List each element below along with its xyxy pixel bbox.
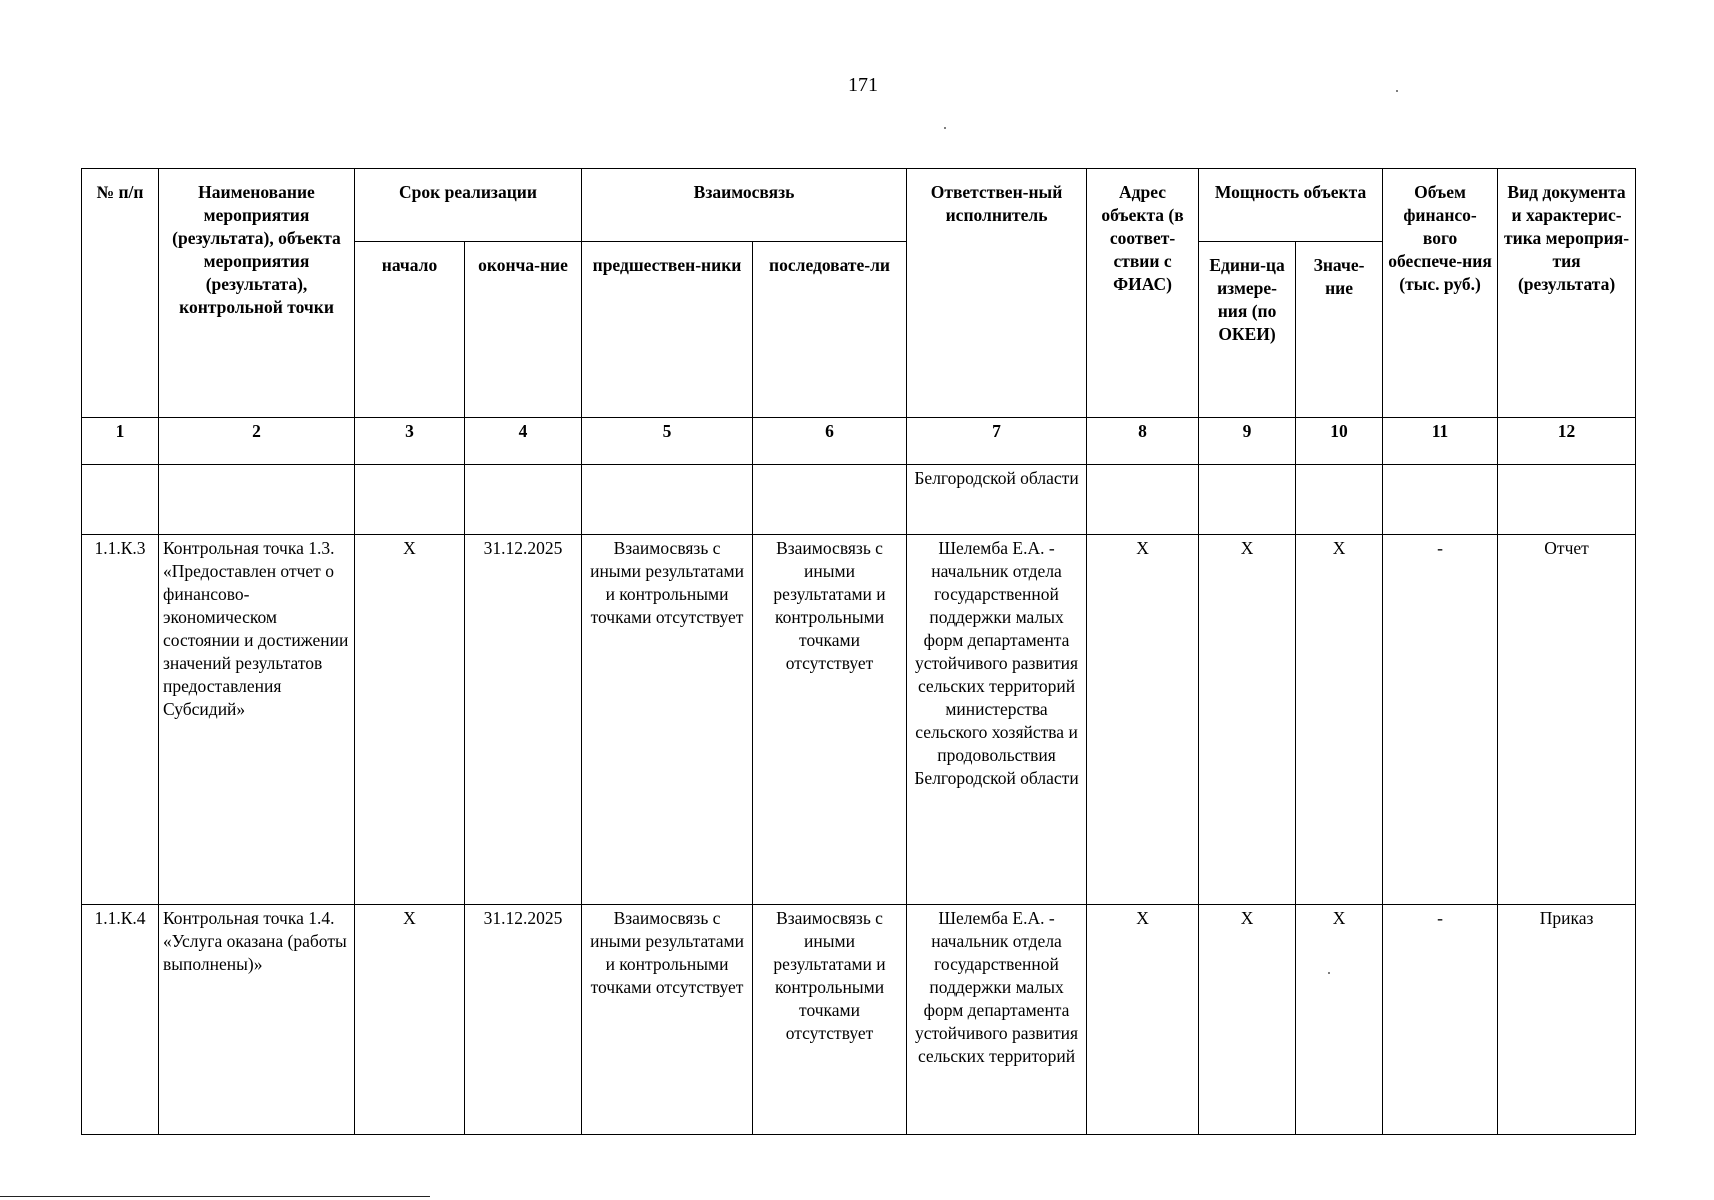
table-row: [82, 535, 1636, 905]
page-number: 171: [848, 74, 878, 96]
column-number: 7: [907, 418, 1087, 465]
cell-responsible: Шелемба Е.А. - начальник отдела государственной поддержки малых форм департамента устойчивого развития сельских территорий министерства сельского хозяйства и продовольствия Белгородской области: [907, 535, 1087, 905]
cell-num: 1.1.К.4: [82, 905, 159, 1135]
cell-num: 1.1.К.3: [82, 535, 159, 905]
header-row-main: [82, 169, 1636, 242]
header-num: № п/п: [82, 169, 159, 418]
cell-responsible: Белгородской области: [907, 465, 1087, 535]
header-link-next: последовате-ли: [753, 242, 907, 418]
cell-end: 31.12.2025: [465, 535, 582, 905]
cell-address: X: [1087, 535, 1199, 905]
header-address: Адрес объекта (в соответ-ствии с ФИАС): [1087, 169, 1199, 418]
column-number: 4: [465, 418, 582, 465]
events-table: [81, 168, 1636, 1135]
header-term-start: начало: [355, 242, 465, 418]
cell-next: Взаимосвязь с иными результатами и контрольными точками отсутствует: [753, 535, 907, 905]
column-number: 1: [82, 418, 159, 465]
cell-name: Контрольная точка 1.4. «Услуга оказана (работы выполнены)»: [159, 905, 355, 1135]
cell-value: X: [1296, 535, 1383, 905]
cell-financing: [1383, 465, 1498, 535]
cell-unit: X: [1199, 535, 1296, 905]
header-power-value: Значе-ние: [1296, 242, 1383, 418]
cell-address: X: [1087, 905, 1199, 1135]
cell-unit: [1199, 465, 1296, 535]
column-number: 2: [159, 418, 355, 465]
cell-value: X: [1296, 905, 1383, 1135]
cell-prev: [582, 465, 753, 535]
column-number: 10: [1296, 418, 1383, 465]
cell-next: Взаимосвязь с иными результатами и контрольными точками отсутствует: [753, 905, 907, 1135]
header-link: Взаимосвязь: [582, 169, 907, 242]
column-number: 12: [1498, 418, 1636, 465]
column-number: 11: [1383, 418, 1498, 465]
header-document: Вид документа и характерис-тика мероприя-тия (результата): [1498, 169, 1636, 418]
header-power-unit: Едини-ца измере-ния (по ОКЕИ): [1199, 242, 1296, 418]
cell-financing: -: [1383, 535, 1498, 905]
cell-start: [355, 465, 465, 535]
column-number: 8: [1087, 418, 1199, 465]
cell-value: [1296, 465, 1383, 535]
cell-financing: -: [1383, 905, 1498, 1135]
column-number: 5: [582, 418, 753, 465]
column-numbers-row: [82, 418, 1636, 465]
scan-speck: [944, 127, 946, 129]
cell-end: [465, 465, 582, 535]
cell-start: X: [355, 905, 465, 1135]
cell-next: [753, 465, 907, 535]
cell-start: X: [355, 535, 465, 905]
header-link-prev: предшествен-ники: [582, 242, 753, 418]
table-row: [82, 465, 1636, 535]
cell-prev: Взаимосвязь с иными результатами и контрольными точками отсутствует: [582, 535, 753, 905]
header-financing: Объем финансо-вого обеспече-ния (тыс. руб.): [1383, 169, 1498, 418]
cell-name: [159, 465, 355, 535]
cell-document: [1498, 465, 1636, 535]
scan-edge-line: [0, 1196, 430, 1197]
cell-end: 31.12.2025: [465, 905, 582, 1135]
header-term: Срок реализации: [355, 169, 582, 242]
cell-prev: Взаимосвязь с иными результатами и контрольными точками отсутствует: [582, 905, 753, 1135]
scan-speck: [1396, 90, 1398, 92]
header-responsible: Ответствен-ный исполнитель: [907, 169, 1087, 418]
cell-responsible: Шелемба Е.А. - начальник отдела государственной поддержки малых форм департамента устойчивого развития сельских территорий: [907, 905, 1087, 1135]
header-power: Мощность объекта: [1199, 169, 1383, 242]
cell-address: [1087, 465, 1199, 535]
cell-name: Контрольная точка 1.3. «Предоставлен отчет о финансово-экономическом состоянии и достижении значений результатов предоставления Субсидий»: [159, 535, 355, 905]
cell-unit: X: [1199, 905, 1296, 1135]
column-number: 3: [355, 418, 465, 465]
column-number: 9: [1199, 418, 1296, 465]
column-number: 6: [753, 418, 907, 465]
cell-num: [82, 465, 159, 535]
header-name: Наименование мероприятия (результата), объекта мероприятия (результата), контрольной точки: [159, 169, 355, 418]
cell-document: Приказ: [1498, 905, 1636, 1135]
table-row: [82, 905, 1636, 1135]
cell-document: Отчет: [1498, 535, 1636, 905]
header-term-end: оконча-ние: [465, 242, 582, 418]
